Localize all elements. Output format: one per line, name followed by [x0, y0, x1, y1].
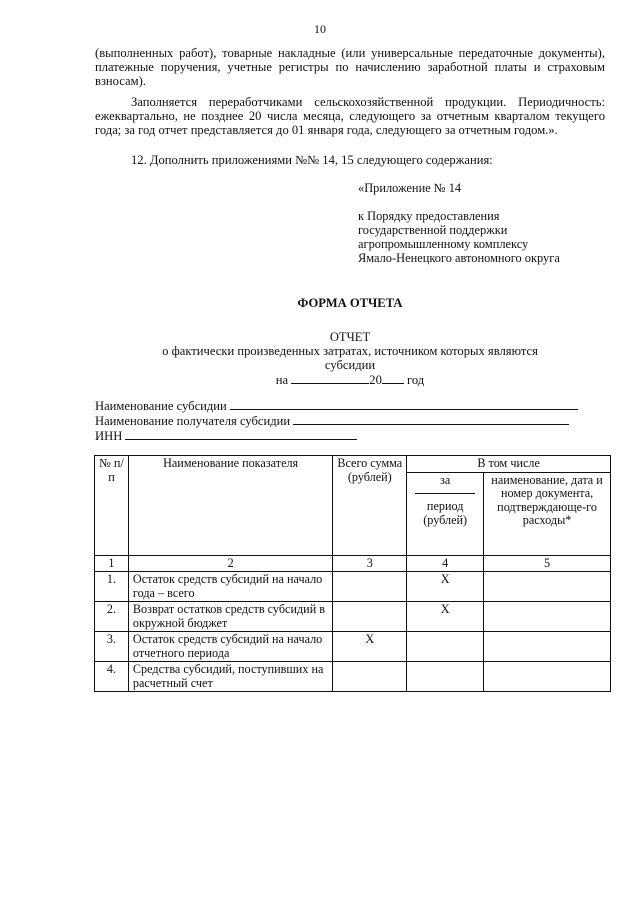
row-document[interactable] [484, 662, 611, 692]
appendix-line: государственной поддержки [358, 223, 508, 237]
row-document[interactable] [484, 632, 611, 662]
field-label: Наименование получателя субсидии [95, 414, 291, 428]
header-including: В том числе [407, 456, 611, 473]
header-period-label: период (рублей) [423, 499, 468, 527]
appendix-title: «Приложение № 14 [358, 181, 462, 195]
column-number: 3 [333, 555, 407, 572]
row-num: 2. [95, 602, 129, 632]
paragraph-periodicity: Заполняется переработчиками сельскохозяйственной продукции. Периодичность: ежеквартально, не позднее 20 числа месяца, следующего за отчетным кварталом текущего года; за год отчет представляется до 01 января года, следующего за отчетным годом.». [95, 95, 605, 137]
paragraph-continuation: (выполненных работ), товарные накладные (или универсальные передаточные документы), платежные поручения, учетные регистры по начислению заработной платы и страховым взносам). [95, 46, 605, 88]
page-number: 10 [314, 22, 326, 36]
inn-blank[interactable] [125, 428, 357, 440]
row-document[interactable] [484, 572, 611, 602]
subsidy-name-blank[interactable] [230, 398, 578, 410]
header-period [407, 472, 484, 555]
header-num: № п/п [95, 456, 129, 556]
report-table [94, 455, 611, 692]
report-title: ОТЧЕТ [329, 330, 371, 344]
field-inn [95, 428, 605, 443]
row-name: Остаток средств субсидий на начало отчетного периода [128, 632, 332, 662]
table-row [95, 602, 611, 632]
date-prefix: на [275, 373, 289, 387]
paragraph-amendment: 12. Дополнить приложениями №№ 14, 15 следующего содержания: [131, 153, 493, 167]
report-fields [95, 398, 605, 443]
row-name: Возврат остатков средств субсидий в окружной бюджет [128, 602, 332, 632]
column-number: 2 [128, 555, 332, 572]
row-name: Средства субсидий, поступивших на расчетный счет [128, 662, 332, 692]
row-period[interactable] [407, 662, 484, 692]
appendix-block [358, 209, 618, 265]
recipient-name-blank[interactable] [293, 413, 569, 425]
row-total[interactable]: X [333, 632, 407, 662]
column-number: 5 [484, 555, 611, 572]
field-label: ИНН [95, 429, 123, 443]
row-period[interactable]: X [407, 572, 484, 602]
table-row [95, 632, 611, 662]
header-for-label: за [415, 474, 475, 495]
header-indicator: Наименование показателя [128, 456, 332, 556]
report-subtitle: о фактически произведенных затратах, источником которых являются субсидии [162, 344, 538, 372]
form-title: ФОРМА ОТЧЕТА [297, 296, 403, 310]
report-heading [95, 330, 605, 387]
appendix-line: агропромышленному комплексу [358, 237, 529, 251]
row-period[interactable]: X [407, 602, 484, 632]
field-label: Наименование субсидии [95, 399, 227, 413]
field-recipient [95, 413, 605, 428]
column-number-row [95, 555, 611, 572]
row-num: 3. [95, 632, 129, 662]
column-number: 4 [407, 555, 484, 572]
report-date-line [95, 372, 605, 387]
row-period[interactable] [407, 632, 484, 662]
header-total: Всего сумма (рублей) [333, 456, 407, 556]
date-blank[interactable] [291, 372, 369, 384]
header-document: наименование, дата и номер документа, подтверждающе-го расходы* [484, 472, 611, 555]
year-blank[interactable] [382, 372, 404, 384]
date-year: 20 [369, 373, 382, 387]
appendix-line: к Порядку предоставления [358, 209, 500, 223]
row-total[interactable] [333, 602, 407, 632]
table-row [95, 572, 611, 602]
date-suffix: год [407, 373, 425, 387]
column-number: 1 [95, 555, 129, 572]
row-name: Остаток средств субсидий на начало года – всего [128, 572, 332, 602]
row-num: 1. [95, 572, 129, 602]
row-num: 4. [95, 662, 129, 692]
row-total[interactable] [333, 572, 407, 602]
row-total[interactable] [333, 662, 407, 692]
field-subsidy [95, 398, 605, 413]
row-document[interactable] [484, 602, 611, 632]
table-row [95, 662, 611, 692]
appendix-line: Ямало-Ненецкого автономного округа [358, 251, 560, 265]
table-header-row [95, 456, 611, 473]
